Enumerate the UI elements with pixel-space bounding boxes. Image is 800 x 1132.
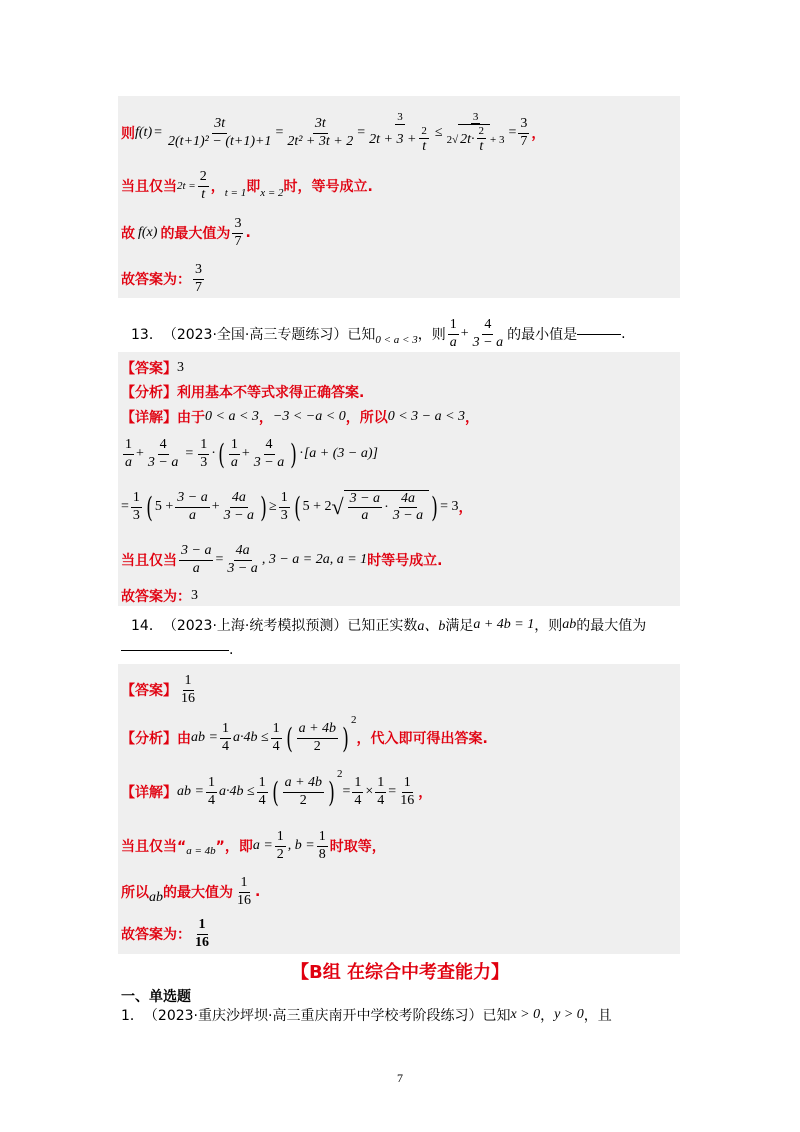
final-answer-line: 故答案为： $\frac{3}{7}$ xyxy=(121,262,202,295)
analysis-row: 【分析】 利用基本不等式求得正确答案. xyxy=(121,385,365,401)
section-heading: 一、单选题 xyxy=(121,989,191,1005)
fraction: $\frac{1}{a}$ xyxy=(449,317,457,350)
equality-condition: 当且仅当“ a = 4b ”，即 a = $\frac{1}{2}$ , b = $\frac{1}{8}$ 时取等， xyxy=(121,829,386,862)
page-number: 7 xyxy=(397,1071,403,1085)
fraction: $\frac{3}{7}$ xyxy=(234,216,242,249)
answer-blank xyxy=(577,334,621,335)
final-answer-line: 故答案为： $\frac{1}{16}$ xyxy=(121,917,209,950)
answer-row: 【答案】 $\frac{1}{16}$ xyxy=(121,673,195,706)
section-title: 【B组 在综合中考查能力】 xyxy=(291,962,509,983)
fraction: $\frac{3}{7}$ xyxy=(520,116,528,149)
fraction: $\frac{4}{3 - a}$ xyxy=(472,317,504,350)
equality-condition: 当且仅当 $\frac{3 - a}{a}$ = $\frac{4a}{3 - a}$ , 3 − a = 2a, a = 1 时等号成立. xyxy=(121,543,443,576)
analysis-row: 【分析】 由 ab = $\frac{1}{4}$ a·4b ≤ $\frac{1}{4}$ ( $\frac{a + 4b}{2}$ ) $^2$ ，代入即可得出答案. xyxy=(121,714,488,755)
question-14-blank: . xyxy=(121,640,233,660)
answer-row: 【答案】 3 xyxy=(121,360,184,377)
fraction: $\frac{3t}{\text{2(t+1)² − (t+1)+1}}$ xyxy=(168,116,272,149)
fraction: $\frac{2}{t}$ xyxy=(199,169,207,202)
answer-blank xyxy=(121,650,229,651)
detail-row: 【详解】 ab = $\frac{1}{4}$ a·4b ≤ $\frac{1}{4}$ ( $\frac{a + 4b}{2}$ ) $^2$ = $\frac{1}{4}$ × $\frac{1}{4}$ = $\frac{1}{16}$ ， xyxy=(121,768,433,809)
derivation-line: 则 f(t) = $\frac{3t}{\text{2(t+1)² − (t+1)+1}}$ = $\frac{3t}{\text{2t² + 3t + 2}}$ = 3 2t + 3 + $\frac{2}{t}$ ≤ 3 2 √ 2t· $\frac{2}{t}$ + 3 = $\frac{3}{7}$ ， xyxy=(121,110,546,155)
fraction: $\frac{3}{7}$ xyxy=(195,262,202,295)
fraction: $\frac{3t}{\text{2t² + 3t + 2}}$ xyxy=(287,116,354,149)
detail-row: 【详解】 由于 0 < a < 3 ， −3 < −a < 0 ，所以 0 < 3 − a < 3 ， xyxy=(121,409,480,426)
question-14: 14． （2023·上海·统考模拟预测）已知正实数 a、b 满足 a + 4b = 1 ，则 ab 的最大值为 xyxy=(131,617,647,634)
max-value-line: 故 f(x) 的最大值为 $\frac{3}{7}$ . xyxy=(121,216,251,249)
question-13: 13． （2023·全国·高三专题练习）已知 0 < a < 3 ，则 $\frac{1}{a}$ + $\frac{4}{3 - a}$ 的最小值是 . xyxy=(131,317,626,350)
equation-row: = $\frac{1}{3}$ ( 5 + $\frac{3 - a}{a}$ + $\frac{4a}{3 - a}$ ) ≥ $\frac{1}{3}$ ( 5 + 2 √ $\frac{3 - a}{a}$ · $\frac{4a}{3 - a}$ ) = 3 ， xyxy=(121,490,473,524)
max-value-line: 所以 ab 的最大值为 $\frac{1}{16}$ . xyxy=(121,875,261,908)
question-1: 1． （2023·重庆沙坪坝·高三重庆南开中学校考阶段练习）已知 x > 0 ， y > 0 ，且 xyxy=(121,1007,612,1024)
fraction: 3 2 √ 2t· $\frac{2}{t}$ + 3 xyxy=(446,110,505,155)
fraction: 3 2t + 3 + $\frac{2}{t}$ xyxy=(369,111,427,154)
equation-row: $\frac{1}{a}$ + $\frac{4}{3 - a}$ = $\frac{1}{3}$ · ( $\frac{1}{a}$ + $\frac{4}{3 - a}$ ) · [a + (3 − a)] xyxy=(125,437,378,471)
equality-condition: 当且仅当 2t = $\frac{2}{t}$ ， t = 1 即 x = 2 时，等号成立. xyxy=(121,169,373,202)
final-answer-line: 故答案为： 3 xyxy=(121,588,198,605)
